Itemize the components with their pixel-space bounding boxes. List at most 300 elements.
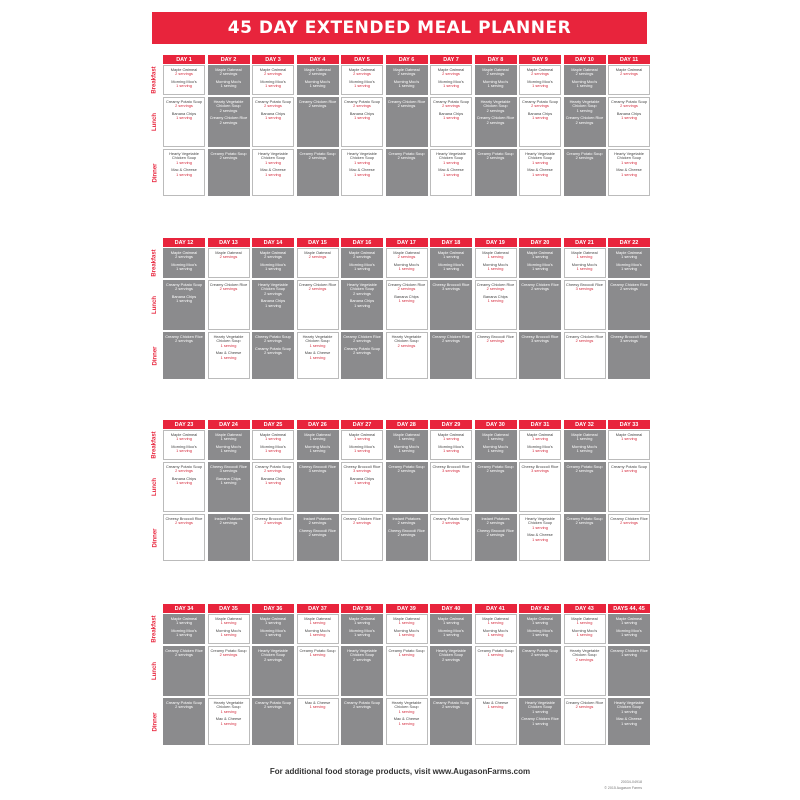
food-name: Maple Oatmeal [571, 250, 598, 255]
meal-cell-breakfast [475, 430, 517, 460]
serving-quantity: 1 serving [532, 524, 548, 530]
serving-quantity: 1 serving [443, 436, 459, 442]
food-name: Creamy Potato Soup [299, 648, 336, 653]
meal-cell-dinner [475, 698, 517, 745]
meal-entry [431, 112, 471, 121]
serving-quantity: 1 serving [265, 620, 281, 626]
food-name: Maple Oatmeal [304, 250, 331, 255]
meal-cell-lunch [208, 97, 250, 147]
food-name: Maple Oatmeal [348, 616, 376, 621]
serving-quantity: 1 serving [621, 652, 637, 658]
meal-cell-dinner [475, 149, 517, 196]
meal-entry [609, 517, 649, 526]
serving-quantity: 2 servings [308, 254, 327, 260]
food-name: Morning Moo's [304, 78, 331, 84]
meal-cell-breakfast [475, 248, 517, 278]
meal-cell-dinner [208, 514, 250, 561]
food-name: Hearty Vegetable Chicken Soup [347, 282, 377, 292]
meal-entry [476, 517, 516, 526]
food-name: Creamy Chicken Rice [521, 282, 559, 287]
meal-label-lunch [148, 97, 162, 147]
serving-quantity: 3 servings [620, 338, 638, 344]
serving-quantity: 2 servings [531, 103, 549, 109]
serving-quantity: 1 serving [398, 620, 415, 626]
food-name: Creamy Potato Soup [165, 99, 203, 104]
meal-label-breakfast [148, 614, 162, 644]
meal-entry [298, 465, 338, 474]
meal-entry [164, 80, 204, 89]
meal-entry [253, 433, 293, 442]
serving-quantity: 2 servings [442, 520, 460, 526]
meal-cell-breakfast [519, 614, 561, 644]
meal-entry [342, 617, 382, 626]
serving-quantity: 1 serving [354, 115, 370, 121]
serving-quantity: 1 serving [443, 159, 459, 165]
food-name: Creamy Chicken Rice [209, 282, 248, 287]
serving-quantity: 1 serving [443, 632, 459, 638]
meal-entry [164, 629, 204, 638]
meal-cell-dinner [519, 698, 561, 745]
day-header: DAY 28 [386, 420, 428, 429]
food-name: Creamy Chicken Rice [521, 716, 559, 722]
meal-entry [431, 251, 471, 260]
meal-entry [609, 263, 649, 272]
meal-entry [342, 629, 382, 638]
food-name: Cheesy Broccoli Rice [432, 464, 470, 469]
serving-quantity: 1 serving [176, 632, 192, 638]
serving-quantity: 2 servings [353, 520, 371, 526]
food-name: Creamy Chicken Rice [565, 115, 604, 121]
serving-quantity: 2 servings [308, 286, 327, 292]
serving-quantity: 2 servings [353, 656, 371, 662]
serving-quantity: 1 serving [354, 83, 370, 89]
serving-quantity: 2 servings [486, 286, 505, 292]
meal-entry [609, 335, 649, 344]
serving-quantity: 2 servings [175, 254, 193, 260]
meal-entry [253, 80, 293, 89]
meal-entry [476, 445, 516, 454]
food-name: Creamy Chicken Rice [610, 516, 648, 521]
serving-quantity: 2 servings [353, 103, 371, 109]
food-name: Maple Oatmeal [482, 432, 509, 437]
food-name: Creamy Chicken Rice [343, 334, 381, 339]
day-header: DAY 6 [386, 55, 428, 64]
food-name: Morning Moo's [482, 627, 509, 633]
meal-entry [431, 629, 471, 638]
meal-entry [520, 251, 560, 260]
food-name: Cheesy Broccoli Rice [566, 282, 603, 287]
meal-entry [565, 116, 605, 125]
serving-quantity: 1 serving [220, 620, 237, 626]
meal-cell-breakfast [386, 65, 428, 95]
meal-entry [253, 251, 293, 260]
meal-cell-breakfast [475, 65, 517, 95]
meal-entry [520, 152, 560, 165]
meal-cell-dinner [208, 149, 250, 196]
meal-entry [164, 168, 204, 177]
meal-cell-breakfast [564, 65, 606, 95]
serving-quantity: 1 serving [443, 266, 459, 272]
serving-quantity: 1 serving [621, 254, 637, 260]
serving-quantity: 2 servings [175, 520, 193, 526]
serving-quantity: 2 servings [620, 103, 638, 109]
meal-entry [387, 649, 427, 658]
meal-cell-dinner [163, 698, 205, 745]
meal-entry [431, 283, 471, 292]
meal-entry [565, 283, 605, 292]
food-name: Hearty Vegetable Chicken Soup [347, 648, 377, 658]
serving-quantity: 1 serving [621, 159, 637, 165]
serving-quantity: 2 servings [575, 656, 594, 662]
food-name: Maple Oatmeal [259, 250, 287, 255]
serving-quantity: 1 serving [176, 171, 192, 177]
meal-cell-lunch [163, 462, 205, 512]
serving-quantity: 1 serving [532, 115, 548, 121]
meal-entry [298, 701, 338, 710]
meal-entry [520, 465, 560, 474]
food-name: Banana Chips [527, 110, 553, 116]
serving-quantity: 2 servings [575, 704, 594, 710]
serving-quantity: 2 servings [175, 103, 193, 109]
meal-entry [209, 116, 249, 125]
meal-entry [431, 335, 471, 344]
food-name: Creamy Potato Soup [610, 99, 648, 104]
day-header: DAYS 44, 45 [608, 604, 650, 613]
serving-quantity: 2 servings [219, 254, 238, 260]
day-header: DAY 4 [297, 55, 339, 64]
meal-cell-lunch [608, 646, 650, 696]
serving-quantity: 1 serving [176, 620, 192, 626]
serving-quantity: 1 serving [621, 720, 637, 726]
food-name: Maple Oatmeal [571, 432, 598, 437]
meal-entry [164, 649, 204, 658]
serving-quantity: 2 servings [486, 338, 505, 344]
serving-quantity: 2 servings [308, 520, 327, 526]
day-header: DAY 9 [519, 55, 561, 64]
day-header: DAY 31 [519, 420, 561, 429]
meal-cell-breakfast [430, 248, 472, 278]
meal-entry [565, 100, 605, 113]
food-name: Maple Oatmeal [615, 616, 643, 621]
serving-quantity: 2 servings [620, 286, 638, 292]
food-name: Morning Moo's [571, 261, 598, 267]
meal-entry [520, 283, 560, 292]
meal-entry [253, 617, 293, 626]
serving-quantity: 2 servings [397, 103, 416, 109]
food-name: Creamy Potato Soup [165, 700, 203, 705]
meal-entry [209, 477, 249, 486]
food-name: Instant Potatoes [392, 516, 421, 521]
food-name: Mac & Cheese [527, 532, 553, 538]
meal-entry [431, 68, 471, 77]
meal-entry [253, 517, 293, 526]
serving-quantity: 1 serving [265, 159, 281, 165]
meal-entry [565, 433, 605, 442]
serving-quantity: 1 serving [576, 83, 593, 89]
food-name: Cheesy Broccoli Rice [165, 516, 203, 521]
meal-cell-lunch [564, 97, 606, 147]
food-name: Cheesy Broccoli Rice [343, 464, 381, 469]
serving-quantity: 2 servings [308, 103, 327, 109]
food-name: Creamy Potato Soup [388, 151, 425, 156]
meal-cell-breakfast [297, 65, 339, 95]
meal-entry [209, 517, 249, 526]
day-header: DAY 41 [475, 604, 517, 613]
serving-quantity: 1 serving [532, 448, 548, 454]
food-name: Morning Moo's [304, 627, 331, 633]
food-name: Morning Moo's [571, 443, 598, 449]
food-name: Creamy Chicken Rice [165, 648, 203, 653]
serving-quantity: 1 serving [443, 448, 459, 454]
food-name: Hearty Vegetable Chicken Soup [213, 334, 244, 344]
meal-cell-dinner [386, 149, 428, 196]
meal-entry [342, 263, 382, 272]
document-code: 20034-04918 [620, 780, 642, 784]
meal-cell-breakfast [475, 614, 517, 644]
serving-quantity: 1 serving [532, 266, 548, 272]
meal-entry [342, 80, 382, 89]
food-name: Hearty Vegetable Chicken Soup [391, 700, 422, 710]
day-header: DAY 30 [475, 420, 517, 429]
food-name: Maple Oatmeal [304, 67, 331, 72]
meal-entry [387, 717, 427, 726]
meal-entry [164, 295, 204, 304]
serving-quantity: 2 servings [264, 656, 282, 662]
meal-entry [253, 465, 293, 474]
serving-quantity: 2 servings [397, 286, 416, 292]
serving-quantity: 2 servings [264, 704, 282, 710]
meal-label-breakfast [148, 248, 162, 278]
meal-entry [253, 299, 293, 308]
day-header: DAY 33 [608, 420, 650, 429]
meal-entry [209, 445, 249, 454]
food-name: Maple Oatmeal [482, 67, 509, 72]
day-header: DAY 11 [608, 55, 650, 64]
meal-entry [298, 445, 338, 454]
food-name: Creamy Chicken Rice [565, 700, 604, 705]
meal-cell-lunch [430, 462, 472, 512]
meal-cell-dinner [341, 332, 383, 379]
meal-cell-breakfast [430, 614, 472, 644]
meal-cell-breakfast [208, 614, 250, 644]
food-name: Creamy Chicken Rice [165, 334, 203, 339]
serving-quantity: 1 serving [354, 620, 370, 626]
serving-quantity: 1 serving [621, 436, 637, 442]
meal-entry [431, 168, 471, 177]
meal-entry [476, 433, 516, 442]
food-name: Maple Oatmeal [170, 432, 198, 437]
page-title: 45 DAY EXTENDED MEAL PLANNER [227, 18, 572, 38]
meal-cell-lunch [341, 280, 383, 330]
meal-entry [520, 629, 560, 638]
meal-entry [209, 629, 249, 638]
meal-entry [431, 517, 471, 526]
serving-quantity: 2 servings [531, 286, 549, 292]
food-name: Creamy Potato Soup [432, 700, 470, 705]
meal-entry [342, 465, 382, 474]
meal-entry [164, 152, 204, 165]
meal-cell-lunch [475, 646, 517, 696]
meal-entry [476, 68, 516, 77]
meal-cell-breakfast [564, 430, 606, 460]
day-header: DAY 36 [252, 604, 294, 613]
meal-cell-breakfast [297, 614, 339, 644]
meal-cell-dinner [564, 698, 606, 745]
meal-label-breakfast [148, 430, 162, 460]
meal-label-lunch [148, 462, 162, 512]
meal-entry [520, 168, 560, 177]
meal-label-dinner [148, 149, 162, 196]
meal-entry [520, 335, 560, 344]
food-name: Creamy Potato Soup [477, 151, 514, 156]
serving-quantity: 1 serving [443, 254, 459, 260]
day-header: DAY 40 [430, 604, 472, 613]
food-name: Morning Moo's [260, 261, 286, 267]
serving-quantity: 1 serving [265, 632, 281, 638]
day-header: DAY 13 [208, 238, 250, 247]
serving-quantity: 1 serving [265, 436, 281, 442]
serving-quantity: 2 servings [397, 71, 416, 77]
food-name: Mac & Cheese [215, 350, 242, 356]
meal-entry [164, 701, 204, 710]
meal-cell-dinner [386, 698, 428, 745]
meal-label-dinner [148, 332, 162, 379]
serving-quantity: 2 servings [219, 286, 238, 292]
food-name: Hearty Vegetable Chicken Soup [480, 99, 511, 109]
meal-entry [164, 263, 204, 272]
meal-entry [520, 717, 560, 726]
serving-quantity: 1 serving [354, 159, 370, 165]
food-name: Hearty Vegetable Chicken Soup [258, 282, 288, 292]
food-name: Maple Oatmeal [437, 250, 465, 255]
meal-cell-lunch [297, 462, 339, 512]
meal-cell-lunch [430, 646, 472, 696]
meal-entry [298, 529, 338, 538]
serving-quantity: 1 serving [443, 115, 459, 121]
meal-entry [565, 80, 605, 89]
serving-quantity: 2 servings [620, 71, 638, 77]
food-name: Mac & Cheese [349, 167, 375, 173]
food-name: Hearty Vegetable Chicken Soup [569, 99, 600, 109]
meal-entry [387, 263, 427, 272]
meal-label-text: Breakfast [152, 615, 159, 643]
food-name: Morning Moo's [571, 78, 598, 84]
meal-entry [342, 168, 382, 177]
serving-quantity: 1 serving [443, 620, 459, 626]
food-name: Creamy Potato Soup [566, 464, 603, 469]
food-name: Maple Oatmeal [215, 67, 242, 72]
serving-quantity: 2 servings [353, 71, 371, 77]
food-name: Mac & Cheese [171, 167, 197, 173]
meal-cell-lunch [208, 646, 250, 696]
day-header: DAY 7 [430, 55, 472, 64]
meal-entry [209, 251, 249, 260]
serving-quantity: 2 servings [353, 290, 371, 296]
meal-entry [565, 251, 605, 260]
meal-entry [164, 477, 204, 486]
serving-quantity: 1 serving [354, 632, 370, 638]
meal-cell-lunch [519, 280, 561, 330]
food-name: Creamy Potato Soup [343, 700, 381, 705]
meal-cell-dinner [564, 514, 606, 561]
meal-cell-lunch [341, 646, 383, 696]
serving-quantity: 1 serving [576, 254, 593, 260]
serving-quantity: 1 serving [265, 83, 281, 89]
day-header: DAY 19 [475, 238, 517, 247]
food-name: Banana Chips [171, 110, 197, 116]
serving-quantity: 1 serving [621, 468, 637, 474]
meal-cell-lunch [252, 97, 294, 147]
food-name: Maple Oatmeal [393, 250, 420, 255]
food-name: Morning Moo's [304, 443, 331, 449]
meal-entry [164, 617, 204, 626]
meal-entry [476, 465, 516, 474]
food-name: Creamy Chicken Rice [565, 334, 604, 339]
meal-cell-lunch [519, 462, 561, 512]
serving-quantity: 1 serving [487, 266, 504, 272]
serving-quantity: 2 servings [442, 656, 460, 662]
meal-entry [342, 335, 382, 344]
meal-entry [209, 335, 249, 348]
meal-cell-breakfast [208, 430, 250, 460]
food-name: Maple Oatmeal [348, 250, 376, 255]
serving-quantity: 2 servings [219, 652, 238, 658]
meal-entry [565, 465, 605, 474]
meal-entry [520, 112, 560, 121]
meal-cell-lunch [430, 97, 472, 147]
serving-quantity: 1 serving [576, 620, 593, 626]
serving-quantity: 1 serving [220, 83, 237, 89]
food-name: Morning Moo's [527, 627, 553, 633]
meal-cell-dinner [163, 149, 205, 196]
serving-quantity: 1 serving [532, 159, 548, 165]
meal-cell-breakfast [208, 65, 250, 95]
serving-quantity: 2 servings [486, 155, 505, 161]
meal-entry [298, 629, 338, 638]
food-name: Creamy Potato Soup [343, 99, 381, 104]
serving-quantity: 2 servings [397, 155, 416, 161]
food-name: Maple Oatmeal [526, 250, 554, 255]
serving-quantity: 1 serving [532, 83, 548, 89]
food-name: Creamy Potato Soup [254, 345, 292, 351]
food-name: Creamy Chicken Rice [610, 648, 648, 653]
food-name: Creamy Potato Soup [432, 99, 470, 104]
meal-entry [609, 168, 649, 177]
meal-cell-dinner [208, 698, 250, 745]
serving-quantity: 2 servings [175, 652, 193, 658]
food-name: Instant Potatoes [214, 516, 243, 521]
food-name: Morning Moo's [349, 443, 375, 449]
meal-entry [253, 168, 293, 177]
serving-quantity: 2 servings [442, 704, 460, 710]
food-name: Morning Moo's [571, 627, 598, 633]
food-name: Cheesy Broccoli Rice [299, 527, 336, 533]
food-name: Banana Chips [438, 110, 464, 116]
serving-quantity: 2 servings [175, 338, 193, 344]
meal-cell-dinner [297, 514, 339, 561]
food-name: Creamy Potato Soup [254, 99, 292, 104]
serving-quantity: 2 servings [353, 254, 371, 260]
meal-cell-dinner [208, 332, 250, 379]
food-name: Creamy Potato Soup [610, 464, 648, 469]
serving-quantity: 3 servings [531, 468, 549, 474]
serving-quantity: 1 serving [220, 448, 237, 454]
serving-quantity: 1 serving [398, 720, 415, 726]
food-name: Hearty Vegetable Chicken Soup [436, 648, 466, 658]
meal-cell-breakfast [252, 65, 294, 95]
meal-cell-lunch [297, 646, 339, 696]
food-name: Cheesy Broccoli Rice [254, 516, 292, 521]
